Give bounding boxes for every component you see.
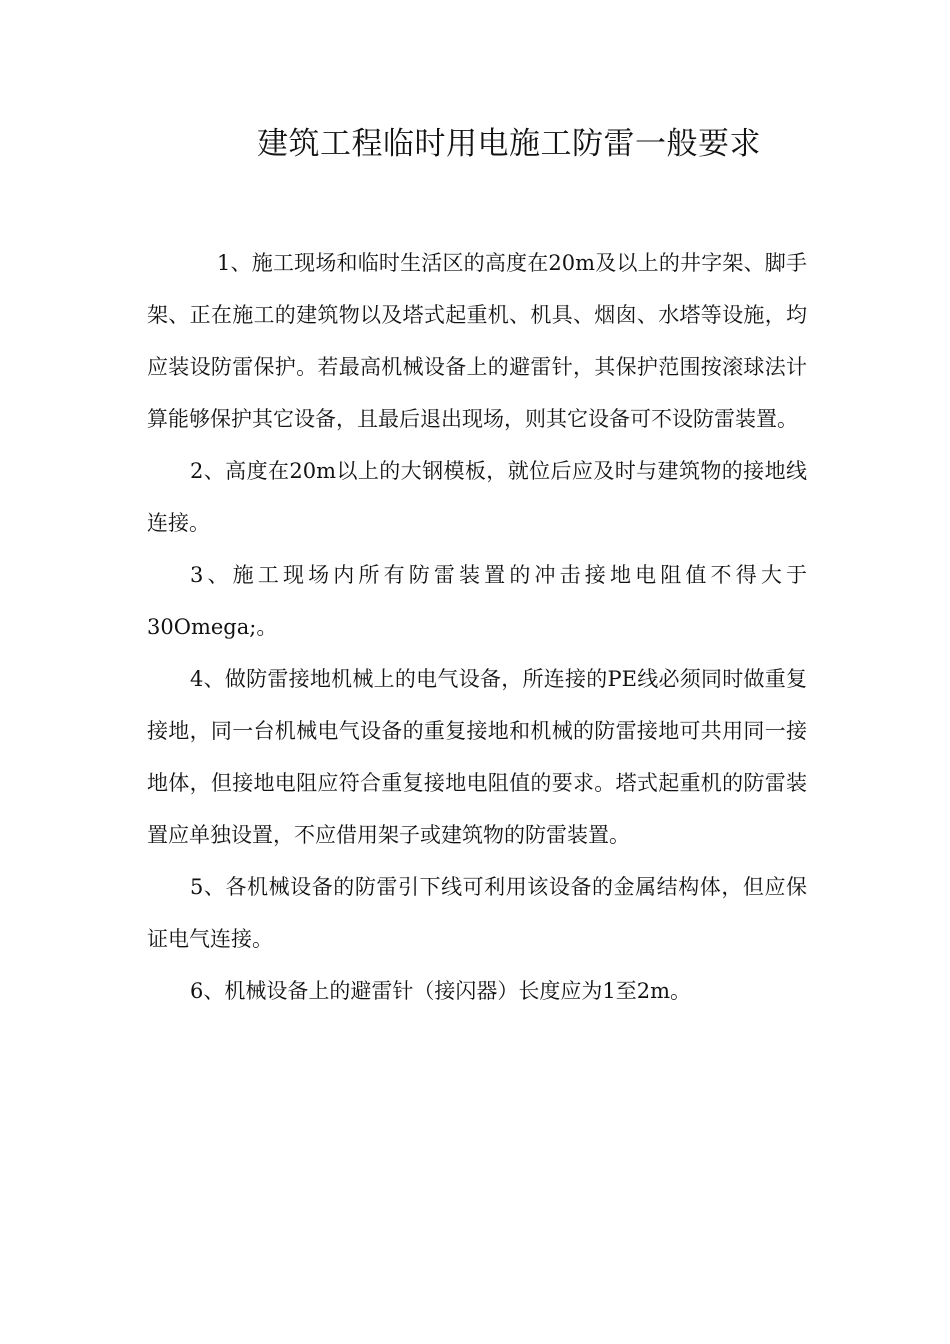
paragraph-4: 4、做防雷接地机械上的电气设备，所连接的PE线必须同时做重复接地，同一台机械电气设备的重复接地和机械的防雷接地可共用同一接地体，但接地电阻应符合重复接地电阻值的要求。塔式起重机的防雷装置应单独设置，不应借用架子或建筑物的防雷装置。 xyxy=(147,667,807,847)
paragraph-6: 6、机械设备上的避雷针（接闪器）长度应为1至2m。 xyxy=(190,979,691,1003)
paragraph-1: 1、施工现场和临时生活区的高度在20m及以上的井字架、脚手架、正在施工的建筑物以及塔式起重机、机具、烟囱、水塔等设施，均应装设防雷保护。若最高机械设备上的避雷针，其保护范围按滚球法计算能够保护其它设备，且最后退出现场，则其它设备可不设防雷装置。 xyxy=(147,251,807,431)
paragraph-5: 5、各机械设备的防雷引下线可利用该设备的金属结构体，但应保证电气连接。 xyxy=(147,875,807,951)
paragraph-2: 2、高度在20m以上的大钢模板，就位后应及时与建筑物的接地线连接。 xyxy=(147,459,807,535)
document-title: 建筑工程临时用电施工防雷一般要求 xyxy=(257,126,761,162)
document-body xyxy=(147,237,807,1017)
paragraph-3: 3、施工现场内所有防雷装置的冲击接地电阻值不得大于30Omega;。 xyxy=(147,563,807,639)
